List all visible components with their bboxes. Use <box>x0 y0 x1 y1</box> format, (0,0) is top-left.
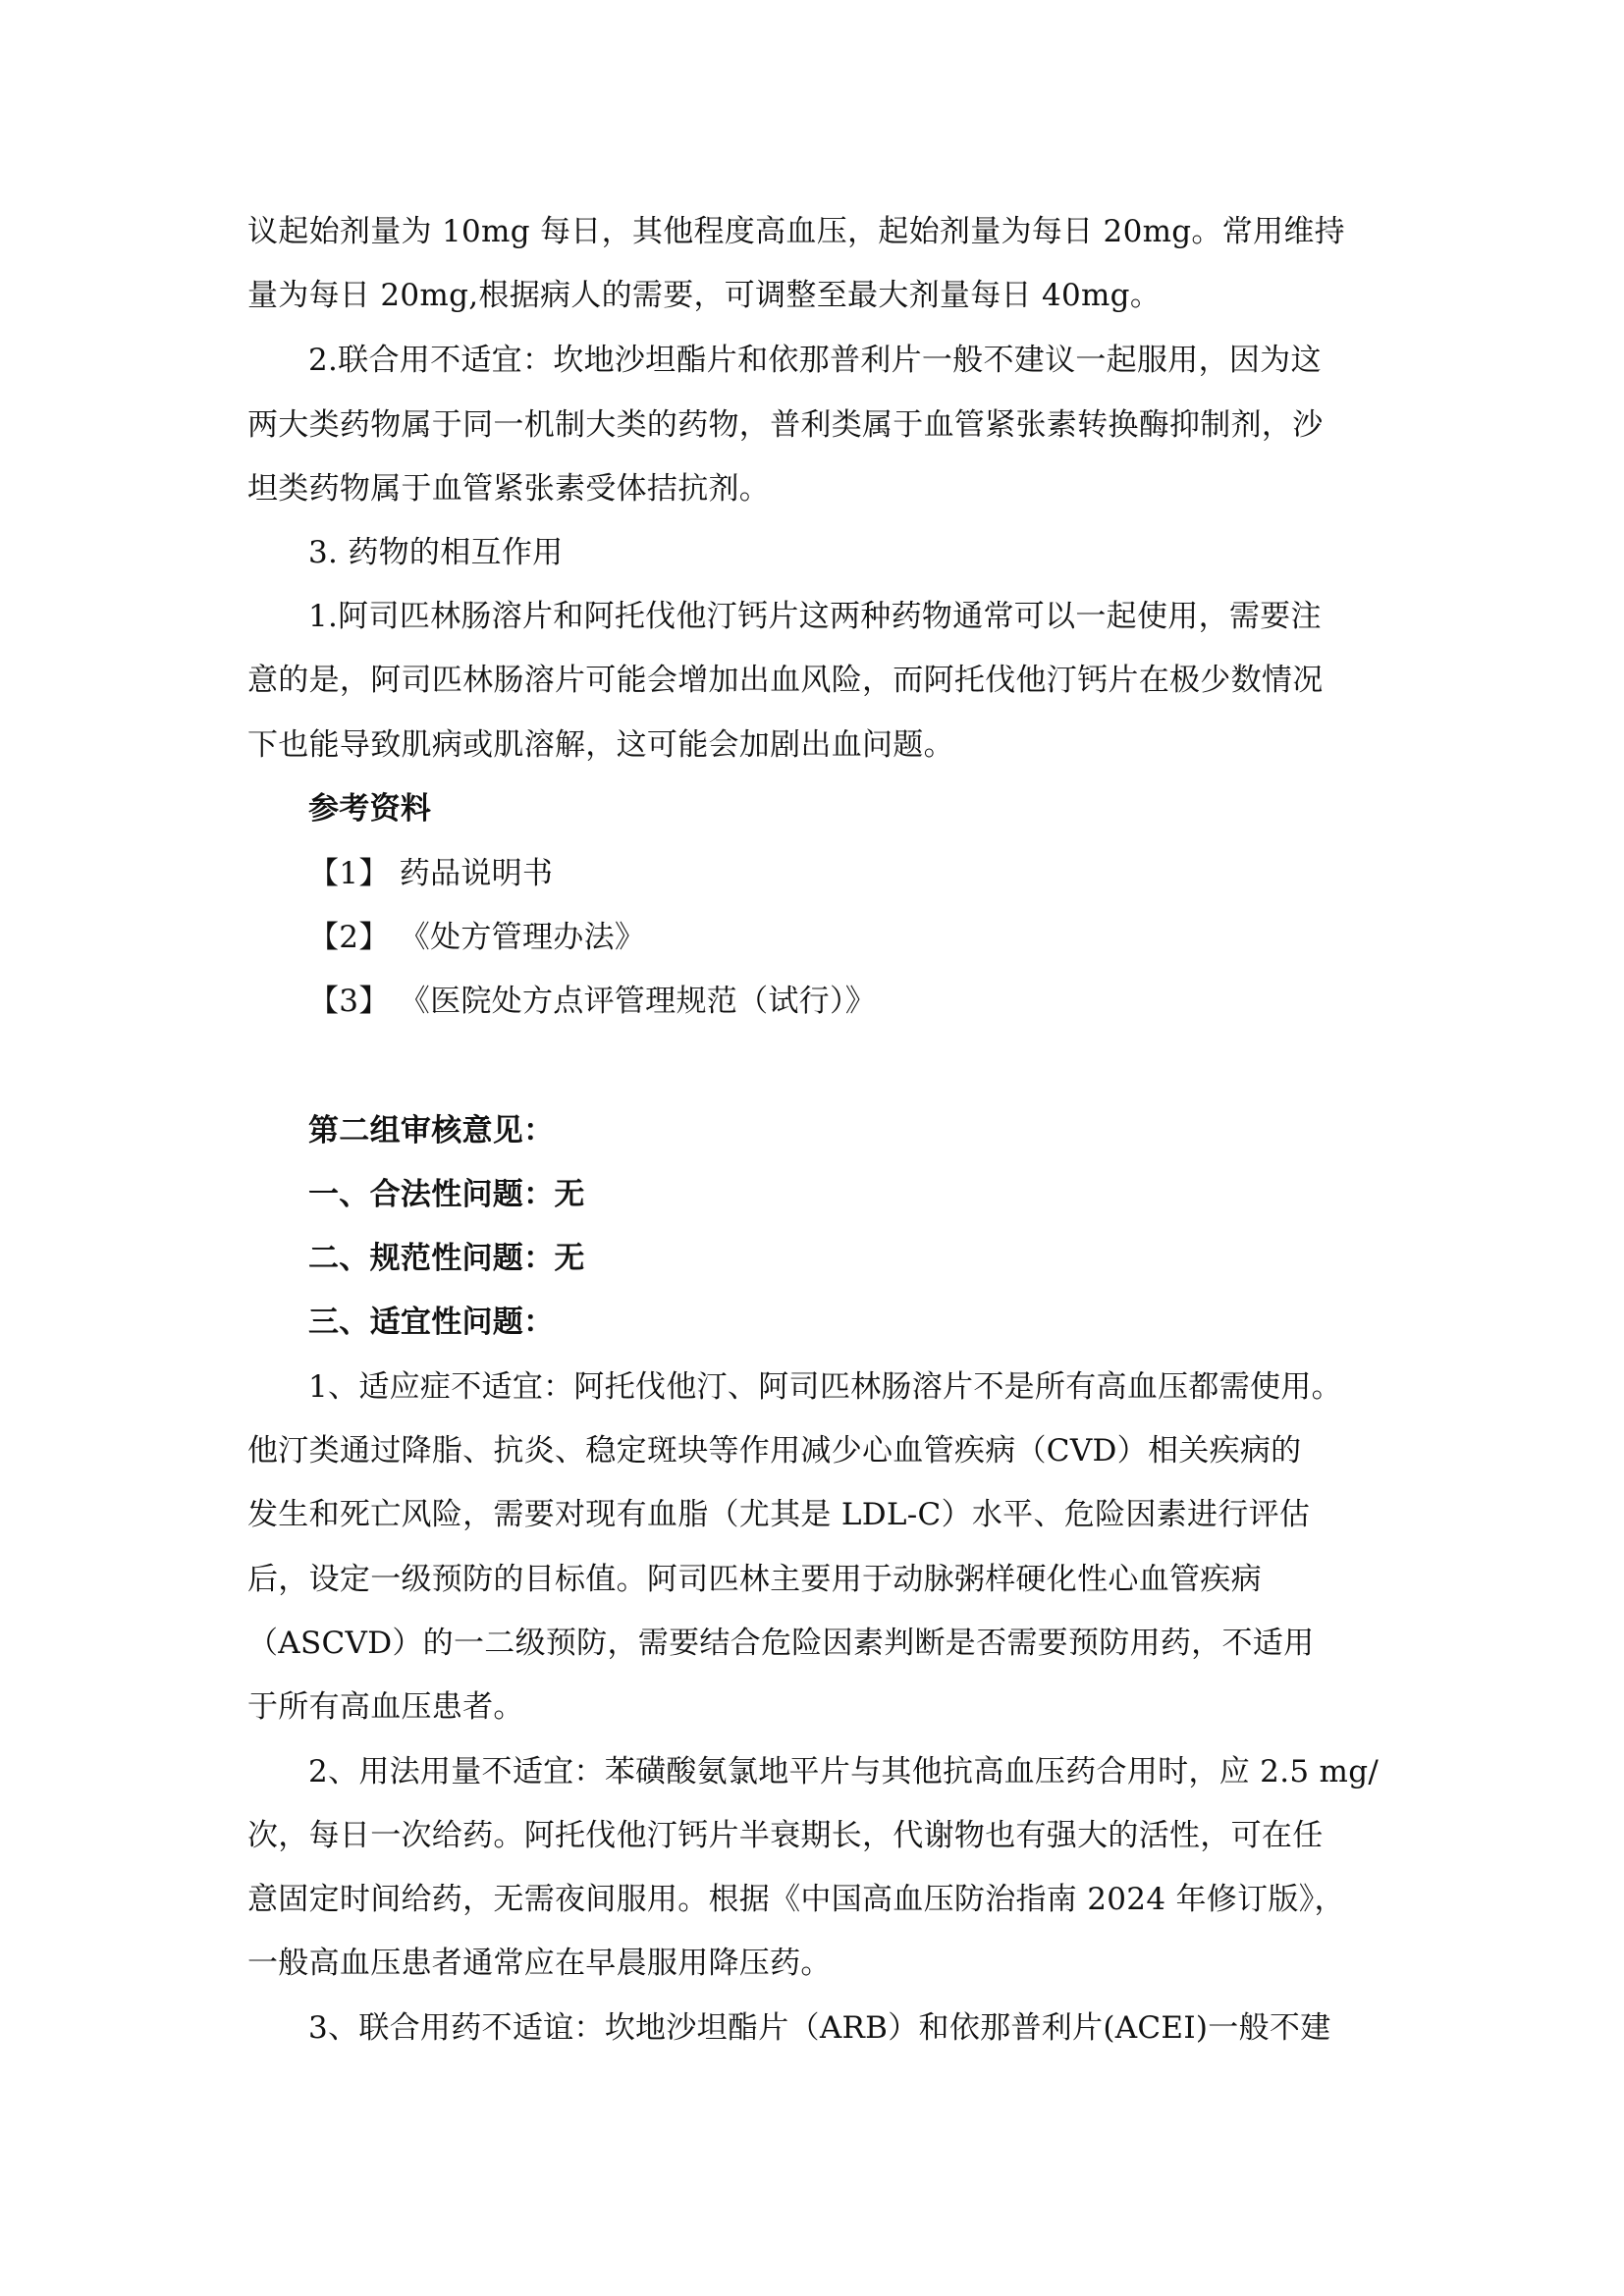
legality-heading: 一、合法性问题：无 <box>308 1177 585 1212</box>
paragraph-line: 1、适应症不适宜：阿托伐他汀、阿司匹林肠溶片不是所有高血压都需使用。 <box>308 1369 1342 1405</box>
paragraph-line: 他汀类通过降脂、抗炎、稳定斑块等作用减少心血管疾病（CVD）相关疾病的 <box>247 1433 1302 1468</box>
paragraph-line: 意固定时间给药，无需夜间服用。根据《中国高血压防治指南 2024 年修订版》， <box>247 1882 1345 1917</box>
reference-item: 【3】 《医院处方点评管理规范（试行）》 <box>308 984 877 1019</box>
paragraph-line: 1.阿司匹林肠溶片和阿托伐他汀钙片这两种药物通常可以一起使用，需要注 <box>308 599 1322 634</box>
paragraph-line: 2.联合用不适宜：坎地沙坦酯片和依那普利片一般不建议一起服用，因为这 <box>308 343 1322 378</box>
paragraph-line: 下也能导致肌病或肌溶解，这可能会加剧出血问题。 <box>247 727 954 763</box>
group2-heading: 第二组审核意见： <box>308 1113 555 1148</box>
paragraph-line: （ASCVD）的一二级预防，需要结合危险因素判断是否需要预防用药，不适用 <box>247 1626 1315 1661</box>
reference-item: 【2】 《处方管理办法》 <box>308 920 646 955</box>
paragraph-line: 两大类药物属于同一机制大类的药物，普利类属于血管紧张素转换酶抑制剂，沙 <box>247 407 1324 443</box>
paragraph-line: 量为每日 20mg,根据病人的需要，可调整至最大剂量每日 40mg。 <box>247 278 1162 313</box>
paragraph-line: 于所有高血压患者。 <box>247 1689 524 1725</box>
section-heading: 3. 药物的相互作用 <box>308 535 564 570</box>
standard-heading: 二、规范性问题：无 <box>308 1241 585 1276</box>
suitability-heading: 三、适宜性问题： <box>308 1305 555 1340</box>
paragraph-line: 3、联合用药不适谊：坎地沙坦酯片（ARB）和依那普利片(ACEI)一般不建 <box>308 2010 1331 2046</box>
paragraph-line: 发生和死亡风险，需要对现有血脂（尤其是 LDL-C）水平、危险因素进行评估 <box>247 1497 1311 1532</box>
paragraph-line: 2、用法用量不适宜：苯磺酸氨氯地平片与其他抗高血压药合用时，应 2.5 mg/ <box>308 1754 1380 1789</box>
paragraph-line: 一般高血压患者通常应在早晨服用降压药。 <box>247 1946 832 1981</box>
reference-item: 【1】 药品说明书 <box>308 856 554 891</box>
paragraph-line: 次，每日一次给药。阿托伐他汀钙片半衰期长，代谢物也有强大的活性，可在任 <box>247 1818 1324 1853</box>
paragraph-line: 坦类药物属于血管紧张素受体拮抗剂。 <box>247 471 771 507</box>
references-heading: 参考资料 <box>308 791 432 827</box>
paragraph-line: 意的是，阿司匹林肠溶片可能会增加出血风险，而阿托伐他汀钙片在极少数情况 <box>247 663 1324 698</box>
paragraph-line: 议起始剂量为 10mg 每日，其他程度高血压，起始剂量为每日 20mg。常用维持 <box>247 214 1345 249</box>
paragraph-line: 后，设定一级预防的目标值。阿司匹林主要用于动脉粥样硬化性心血管疾病 <box>247 1562 1262 1597</box>
